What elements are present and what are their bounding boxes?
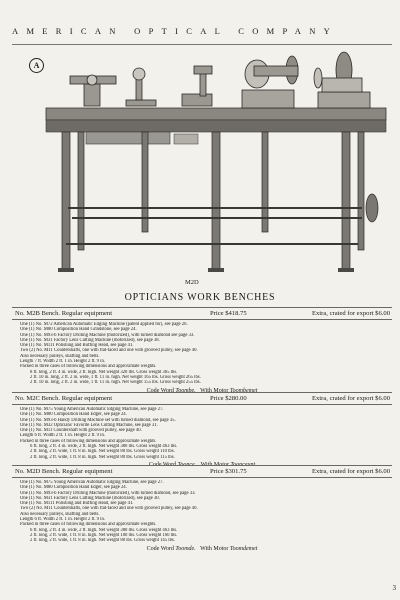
equipment-line: One (1) No. M11 Countershaft with grooved pulley, see page 40. xyxy=(20,428,142,434)
equipment-line: One (1) No. M32 Opticians' Favorite Lens Cutting Machine, see page 31. xyxy=(20,422,158,428)
equipment-line: One (1) No. M80 Composition Hand Grindstone, see page 24. xyxy=(20,327,137,333)
equipment-line: Two (2) No. M11 Countershafts, one with flat-faced and one with grooved pulley, see page 40. xyxy=(20,506,198,512)
packing-line: Packed in three cases of following dimensions and approximate weights. xyxy=(20,364,157,370)
bench-section-m2b xyxy=(12,307,392,395)
export-extra: Extra, crated for export $6.00 xyxy=(312,395,390,402)
equipment-line: One (1) No. M31 Factory Lens Cutting Machine (motorized), see page 38. xyxy=(20,337,160,343)
section-bar xyxy=(12,465,392,478)
dimensions-line: Length 7 ft. Width 2 ft. 1 in. Height 2 ft. 9 in. xyxy=(20,359,106,365)
equipment-line: One (1) No. M31 Factory Lens Cutting Machine (motorized), see page 30. xyxy=(20,495,160,501)
code-word-label: Code Word xyxy=(148,461,177,468)
case-line: 8 ft. long, 2 ft. 4 in. wide, 2 ft. high. Net weight 320 lbs. Gross weight 365 lbs. xyxy=(30,369,178,375)
dimensions-line: Length 6 ft. Width 2 ft. 1 in. Height 2 ft. 9 in. xyxy=(20,433,106,439)
photo-caption: M2D xyxy=(185,279,199,286)
page-title: OPTICIANS WORK BENCHES xyxy=(124,292,276,303)
running-header: AMERICAN OPTICAL COMPANY xyxy=(12,26,339,36)
case-line: 2 ft. long, 2 ft. wide, 1 ft. 8 in. high. Net weight 80 lbs. Gross weight 115 lbs. xyxy=(30,454,175,460)
equipment-line: Two (2) No. M11 Countershafts, one with flat-faced and one with grooved pulley, see page 40. xyxy=(20,348,198,354)
case-line: 2 ft. long, 2 ft. wide, 1 ft. 8 in. high. Net weight 100 lbs. Gross weight 160 lbs. xyxy=(30,532,178,538)
dimensions-line: Length 6 ft. Width 2 ft. 1 in. Height 2 ft. 9 in. xyxy=(20,517,106,523)
equipment-line: One (1) No. M93-b Factory Drilling Machine (motorized), with turned diamond, see page 33. xyxy=(20,490,196,496)
code-word-label: Code Word xyxy=(146,545,174,552)
workbench-photo xyxy=(22,48,392,288)
bench-section-m2d xyxy=(12,465,392,553)
motor-label: With Motor xyxy=(200,387,229,394)
equipment-line: Also necessary pulleys, shafting and belts. xyxy=(20,353,100,359)
case-line: 2 ft. 10 in. long, 2 ft. 2 in. wide, 1 ft. 11 in. high. Net weight 165 lbs. Gross weight 265 lbs. xyxy=(30,374,201,380)
section-bar xyxy=(12,307,392,320)
bench-price: Price $301.75 xyxy=(210,468,247,475)
case-line: 2 ft. long, 2 ft. wide, 1 ft. 8 in. high. Net weight 80 lbs. Gross weight 145 lbs. xyxy=(30,538,175,544)
bench-name: No. M2C Bench. Regular equipment xyxy=(15,395,113,402)
motor-label: With Motor xyxy=(200,545,229,552)
case-line: 2 ft. 10 in. long, 2 ft. 2 in. wide, 1 ft. 11 in. high. Net weight 155 lbs. Gross weight 255 lbs. xyxy=(30,380,201,386)
packing-line: Packed in three cases of following dimensions and approximate weights. xyxy=(20,522,157,528)
equipment-list xyxy=(12,320,392,386)
equipment-list xyxy=(12,405,392,460)
equipment-line: One (1) No. M111 Polishing and Buffing Head, see page 41. xyxy=(20,343,134,349)
bench-section-m2c xyxy=(12,392,392,469)
equipment-line: One (1) No. M111 Polishing and Buffing Head, see page 41. xyxy=(20,501,134,507)
header-rule xyxy=(12,44,392,45)
export-extra: Extra, crated for export $6.00 xyxy=(312,468,390,475)
code-word-label: Code Word xyxy=(146,387,174,394)
code-word-line xyxy=(12,545,392,553)
equipment-line: One (1) No. M75 Young American Automatic Edging Machine, see page 27. xyxy=(20,407,164,412)
equipment-line: One (1) No. M72 American Automatic Edging Machine (patent applied for), see page 26. xyxy=(20,322,188,327)
motor-code-word: Toombemet xyxy=(229,387,258,394)
bench-price: Price $280.00 xyxy=(210,395,247,402)
motor-code-word: Toonceunt xyxy=(230,461,256,468)
motor-label: With Motor xyxy=(200,461,229,468)
case-line: 6 ft. long, 2 ft. 4 in. wide, 2 ft. high. Net weight 380 lbs. Gross weight 463 lbs. xyxy=(30,444,178,450)
export-extra: Extra, crated for export $6.00 xyxy=(312,310,390,317)
equipment-line: One (1) No. M75 Young American Automatic Edging Machine, see page 27. xyxy=(20,480,164,485)
logo-icon: A xyxy=(29,58,44,73)
equipment-line: One (1) No. M93-b Handy Drilling Machine set with turned diamond, see page 35. xyxy=(20,417,176,423)
equipment-line: Also necessary pulleys, shafting and belts. xyxy=(20,511,100,517)
code-word: Toomde. xyxy=(175,545,196,552)
equipment-line: One (1) No. M80 Composition Hand Edger, see page 24. xyxy=(20,485,127,491)
equipment-list xyxy=(12,478,392,544)
case-line: 2 ft. long, 2 ft. wide, 1 ft. 8 in. high. Net weight 80 lbs. Gross weight 110 lbs. xyxy=(30,449,175,455)
bench-name: No. M2B Bench. Regular equipment xyxy=(15,310,113,317)
code-word: Toombe. xyxy=(175,387,196,394)
motor-code-word: Toomdemet xyxy=(229,545,258,552)
equipment-line: One (1) No. M93-b Factory Drilling Machine (motorized), with turned diamond see page 33. xyxy=(20,332,195,338)
page-number: 3 xyxy=(392,584,396,592)
bench-name: No. M2D Bench. Regular equipment xyxy=(15,468,113,475)
equipment-line: One (1) No. M80 Composition Hand Edger, see page 24. xyxy=(20,412,127,418)
packing-line: Packed in three cases of following dimensions and approximate weights. xyxy=(20,438,157,444)
bench-price: Price $418.75 xyxy=(210,310,247,317)
section-bar xyxy=(12,392,392,405)
case-line: 6 ft. long, 2 ft. 4 in. wide, 2 ft. high. Net weight 380 lbs. Gross weight 463 lbs. xyxy=(30,527,178,533)
code-word: Toonce. xyxy=(177,461,197,468)
